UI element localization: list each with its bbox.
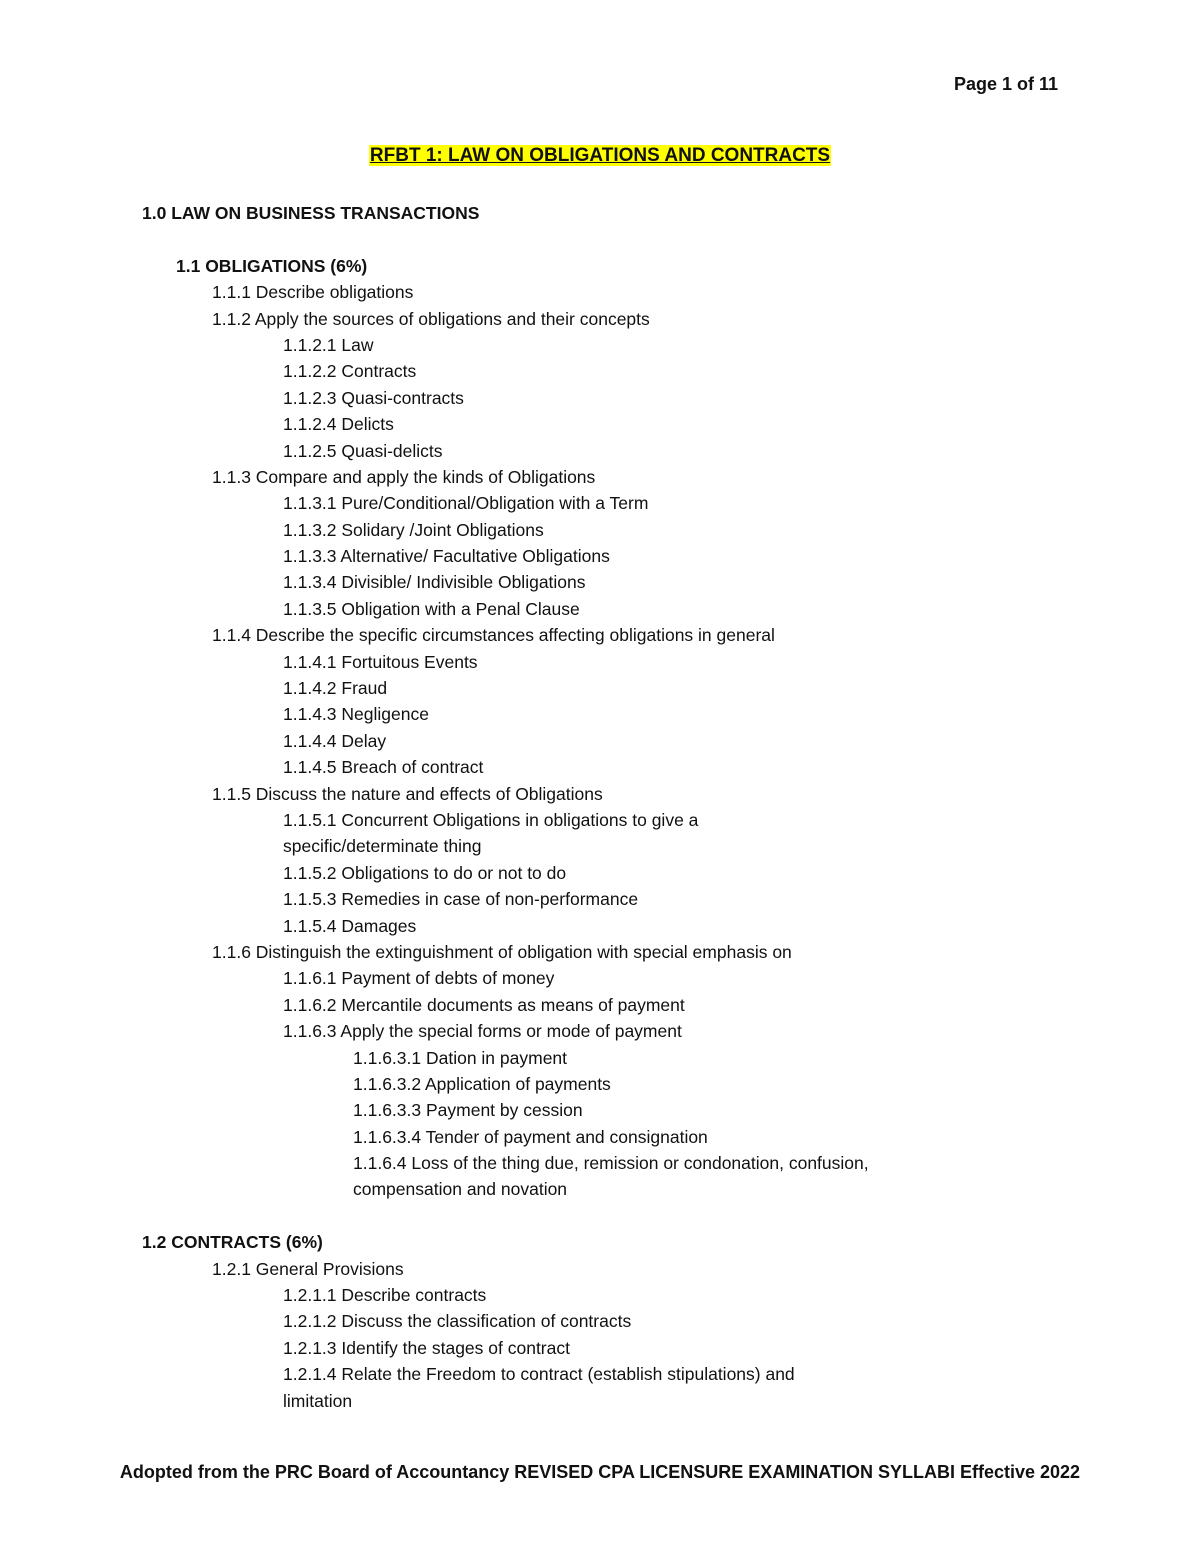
outline-item-level-1: 1.1 OBLIGATIONS (6%) [176, 255, 368, 276]
outline-item-level-3: 1.1.4.2 Fraud [283, 678, 388, 699]
outline-item-level-3: 1.1.3.5 Obligation with a Penal Clause [283, 598, 580, 619]
outline-item-level-3: 1.2.1.1 Describe contracts [283, 1285, 487, 1306]
blank-line [0, 226, 1200, 252]
outline-item-level-4: compensation and novation [353, 1179, 568, 1200]
outline-item-level-3: 1.1.4.5 Breach of contract [283, 757, 484, 778]
outline-item-level-3: 1.1.4.4 Delay [283, 730, 387, 751]
outline-item-level-3: 1.1.6.3 Apply the special forms or mode of payment [283, 1021, 682, 1042]
outline-item-level-2: 1.1.1 Describe obligations [212, 282, 414, 303]
outline-item-level-3: 1.2.1.3 Identify the stages of contract [283, 1337, 570, 1358]
outline-item-level-3: specific/determinate thing [283, 836, 482, 857]
blank-line [0, 1203, 1200, 1229]
outline-item-level-3: 1.1.4.1 Fortuitous Events [283, 651, 478, 672]
outline-item-level-4: 1.1.6.3.2 Application of payments [353, 1073, 611, 1094]
outline-item-level-4: 1.1.6.3.4 Tender of payment and consignation [353, 1126, 708, 1147]
outline-item-level-3: 1.1.2.5 Quasi-delicts [283, 440, 443, 461]
outline-item-level-0: 1.0 LAW ON BUSINESS TRANSACTIONS [142, 203, 480, 223]
outline-item-level-3: 1.1.3.2 Solidary /Joint Obligations [283, 519, 544, 540]
syllabus-outline [0, 200, 1200, 1414]
outline-item-level-3: 1.2.1.2 Discuss the classification of contracts [283, 1311, 632, 1332]
document-title-text: RFBT 1: LAW ON OBLIGATIONS AND CONTRACTS [369, 145, 831, 166]
outline-item-level-3: 1.1.3.3 Alternative/ Facultative Obligations [283, 546, 610, 567]
outline-item-level-3: 1.1.2.1 Law [283, 334, 374, 355]
outline-item-level-3: 1.1.5.2 Obligations to do or not to do [283, 862, 567, 883]
outline-item-level-4: 1.1.6.3.1 Dation in payment [353, 1047, 568, 1068]
outline-item-level-3: 1.1.5.4 Damages [283, 915, 417, 936]
outline-item-level-3: limitation [283, 1390, 353, 1411]
outline-item-level-3: 1.1.6.2 Mercantile documents as means of payment [283, 994, 685, 1015]
page-number: Page 1 of 11 [953, 74, 1058, 94]
outline-item-level-3: 1.1.3.1 Pure/Conditional/Obligation with a Term [283, 493, 649, 514]
outline-item-level-3: 1.1.2.3 Quasi-contracts [283, 387, 464, 408]
outline-item-level-2: 1.2.1 General Provisions [212, 1258, 404, 1279]
outline-item-level-4: 1.1.6.3.3 Payment by cession [353, 1100, 583, 1121]
outline-item-level-3: 1.1.3.4 Divisible/ Indivisible Obligations [283, 572, 586, 593]
outline-item-level-3: 1.1.5.3 Remedies in case of non-performance [283, 889, 639, 910]
outline-item-level-3: 1.1.2.2 Contracts [283, 361, 417, 382]
document-title [0, 145, 1200, 167]
outline-item-level-4: 1.1.6.4 Loss of the thing due, remission or condonation, confusion, [353, 1153, 869, 1174]
outline-item-level-2: 1.1.6 Distinguish the extinguishment of obligation with special emphasis on [212, 941, 792, 962]
outline-item-level-3: 1.1.2.4 Delicts [283, 414, 394, 435]
outline-item-level-2: 1.1.2 Apply the sources of obligations and their concepts [212, 308, 650, 329]
outline-item-level-2: 1.1.4 Describe the specific circumstances affecting obligations in general [212, 625, 775, 646]
outline-item-level-3: 1.2.1.4 Relate the Freedom to contract (establish stipulations) and [283, 1364, 795, 1385]
outline-item-level-2: 1.1.5 Discuss the nature and effects of Obligations [212, 783, 603, 804]
outline-item-level-3: 1.1.6.1 Payment of debts of money [283, 968, 555, 989]
outline-item-level-3: 1.1.5.1 Concurrent Obligations in obligations to give a [283, 809, 699, 830]
outline-item-level-3: 1.1.4.3 Negligence [283, 704, 429, 725]
outline-item-level-2: 1.1.3 Compare and apply the kinds of Obligations [212, 466, 596, 487]
page-footer: Adopted from the PRC Board of Accountancy REVISED CPA LICENSURE EXAMINATION SYLLABI Effective 2022 [119, 1462, 1081, 1482]
outline-item-level-0: 1.2 CONTRACTS (6%) [142, 1232, 323, 1253]
